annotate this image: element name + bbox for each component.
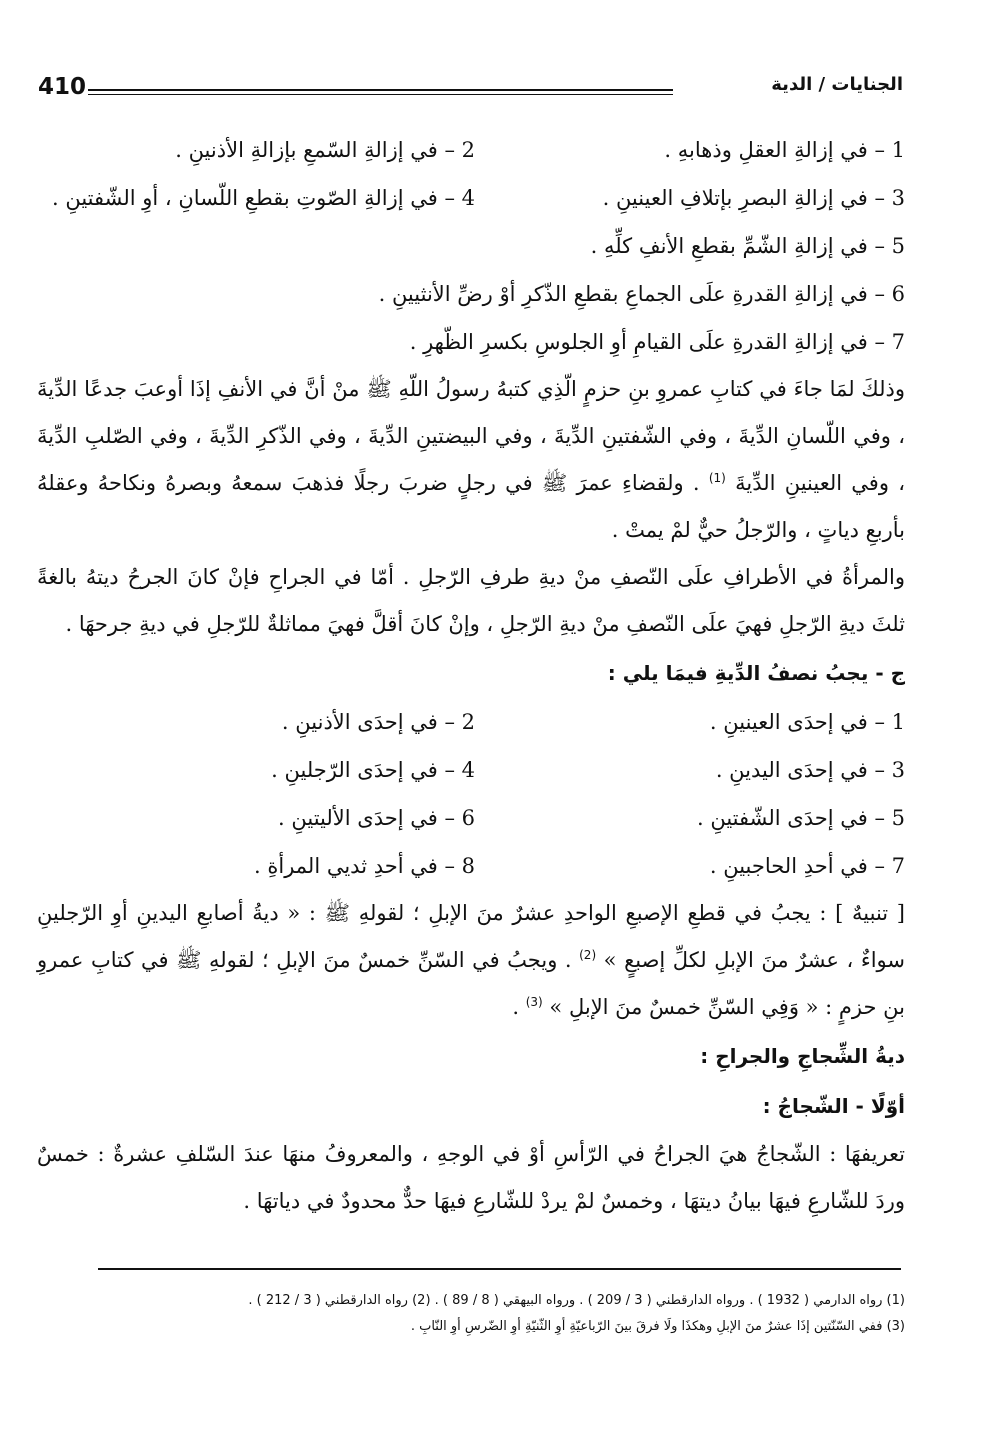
- list-item-row: [37, 126, 905, 174]
- list-item: 6 – في إحدَى الأليتينِ .: [278, 806, 475, 830]
- list-item-row: [37, 794, 905, 842]
- section-heading: ج - يجبُ نصفُ الدِّيةِ فيمَا يلي :: [607, 661, 905, 685]
- paragraph-women: والمرأةُ في الأطرافِ علَى النّصفِ منْ ديةِ طرفِ الرّجلِ . أمّا في الجراحِ فإنْ كانَ الجرحُ ديتهُ بالغةً ثلثَ ديةِ الرّجلِ فهيَ علَى النّصفِ منْ ديةِ الرّجلِ ، وإنْ كانَ أقلَّ فهيَ مماثلةٌ للرّجلِ في ديةِ جرحهَا .: [37, 565, 905, 636]
- footnote-line: (3) ففي السّنّتين إذَا عشرٌ منَ الإبلِ وهكذَا ولَا فرقَ بينَ الرّباعيّةِ أوِ الثّنيّةِ أوِ الضّرسِ أوِ النّابِ .: [410, 1319, 905, 1334]
- note-text: . ويجبُ في السّنِّ خمسٌ منَ الإبلِ ؛ لقولهِ ﷺ في كتابِ عمروِ بنِ حزمٍ : « وَفِي السّنِّ خمسٌ منَ الإبلِ »: [37, 948, 905, 1019]
- list-item: 7 – في إزالةِ القدرةِ علَى القيامِ أوِ الجلوسِ بكسرِ الظّهرِ .: [409, 330, 905, 354]
- footnotes: [102, 1288, 905, 1340]
- list-item: 1 – في إزالةِ العقلِ وذهابهِ .: [664, 138, 905, 162]
- paragraph-evidence: [37, 366, 905, 554]
- footnote-ref: (2): [579, 948, 597, 962]
- running-title: الجنايات / الدية: [771, 74, 903, 95]
- list-item: 6 – في إزالةِ القدرةِ علَى الجماعِ بقطعِ الذّكرِ أوْ رضِّ الأنثيينِ .: [378, 282, 905, 306]
- list-item: 4 – في إزالةِ الصّوتِ بقطعِ اللّسانِ ، أوِ الشّفتينِ .: [52, 186, 475, 210]
- paragraph-text: وذلكَ لمَا جاءَ في كتابِ عمروِ بنِ حزمٍ الّذِي كتبهُ رسولُ اللّهِ ﷺ منْ أنَّ في الأنفِ إذَا أوعبَ جدعًا الدِّيةَ ، وفي اللّسانِ الدِّيةَ ، وفي الشّفتينِ الدِّيةَ ، وفي البيضتينِ الدِّيةَ ، وفي الذّكرِ الدِّيةَ ، وفي الصّلبِ الدِّيةَ ، وفي العينينِ الدِّيةَ: [37, 377, 905, 495]
- list-item: 2 – في إزالةِ السّمعِ بإزالةِ الأذنينِ .: [175, 138, 475, 162]
- list-item: 1 – في إحدَى العينينِ .: [709, 710, 905, 734]
- note-text: .: [512, 995, 520, 1019]
- list-item: 5 – في إزالةِ الشّمِّ بقطعِ الأنفِ كلِّهِ .: [590, 234, 905, 258]
- page-number: 410: [38, 74, 87, 100]
- note-text: [ تنبيهٌ ] : يجبُ في قطعِ الإصبعِ الواحدِ عشرٌ منَ الإبلِ ؛ لقولهِ ﷺ : « ديةُ أصابعِ اليدينِ أوِ الرّجلينِ سواءٌ ، عشرٌ منَ الإبلِ لكلِّ إصبعٍ »: [37, 901, 905, 972]
- definition-paragraph: تعريفهَا : الشّجاجُ هيَ الجراحُ في الرّأسِ أوْ في الوجهِ ، والمعروفُ منهَا عندَ السّلفِ عشرةٌ : خمسٌ وردَ للشّارعِ فيهَا بيانُ ديتهَا ، وخمسٌ لمْ يردْ للشّارعِ فيهَا حدٌّ محدودٌ في دياتهَا .: [37, 1142, 905, 1213]
- list-item-row: [37, 174, 905, 222]
- page-header: [38, 74, 903, 108]
- main-content: [37, 126, 905, 1225]
- footnote-ref: (1): [708, 471, 726, 485]
- section-heading: ديةُ الشِّجاجِ والجراحِ :: [700, 1044, 905, 1068]
- footnote-divider: [98, 1268, 901, 1270]
- footnote-line: (1) رواه الدارمي ( 1932 ) . ورواه الدارقطني ( 3 / 209 ) . ورواه البيهقي ( 8 / 89 ) . (2) رواه الدارقطني ( 3 / 212 ) .: [248, 1293, 905, 1308]
- list-item: 7 – في أحدِ الحاجبينِ .: [709, 854, 905, 878]
- list-item-row: [37, 842, 905, 890]
- paragraph-text: . ولقضاءِ عمرَ ﷺ في رجلٍ ضربَ رجلًا فذهبَ سمعهُ وبصرهُ ونكاحهُ وعقلهُ بأربعِ دياتٍ ، والرّجلُ حيٌّ لمْ يمتْ .: [37, 471, 905, 542]
- note-paragraph: [37, 890, 905, 1031]
- list-item: 4 – في إحدَى الرّجلينِ .: [271, 758, 475, 782]
- list-item: 2 – في إحدَى الأذنينِ .: [281, 710, 475, 734]
- subsection-heading: أوّلًا - الشّجاجُ :: [762, 1094, 905, 1118]
- list-item: 3 – في إزالةِ البصرِ بإتلافِ العينينِ .: [602, 186, 905, 210]
- list-item: 8 – في أحدِ ثديي المرأةِ .: [254, 854, 475, 878]
- footnote-ref: (3): [525, 995, 543, 1009]
- list-item-row: [37, 746, 905, 794]
- list-item: 3 – في إحدَى اليدينِ .: [715, 758, 905, 782]
- header-rule: [88, 89, 673, 95]
- list-item-row: [37, 698, 905, 746]
- list-item: 5 – في إحدَى الشّفتينِ .: [697, 806, 905, 830]
